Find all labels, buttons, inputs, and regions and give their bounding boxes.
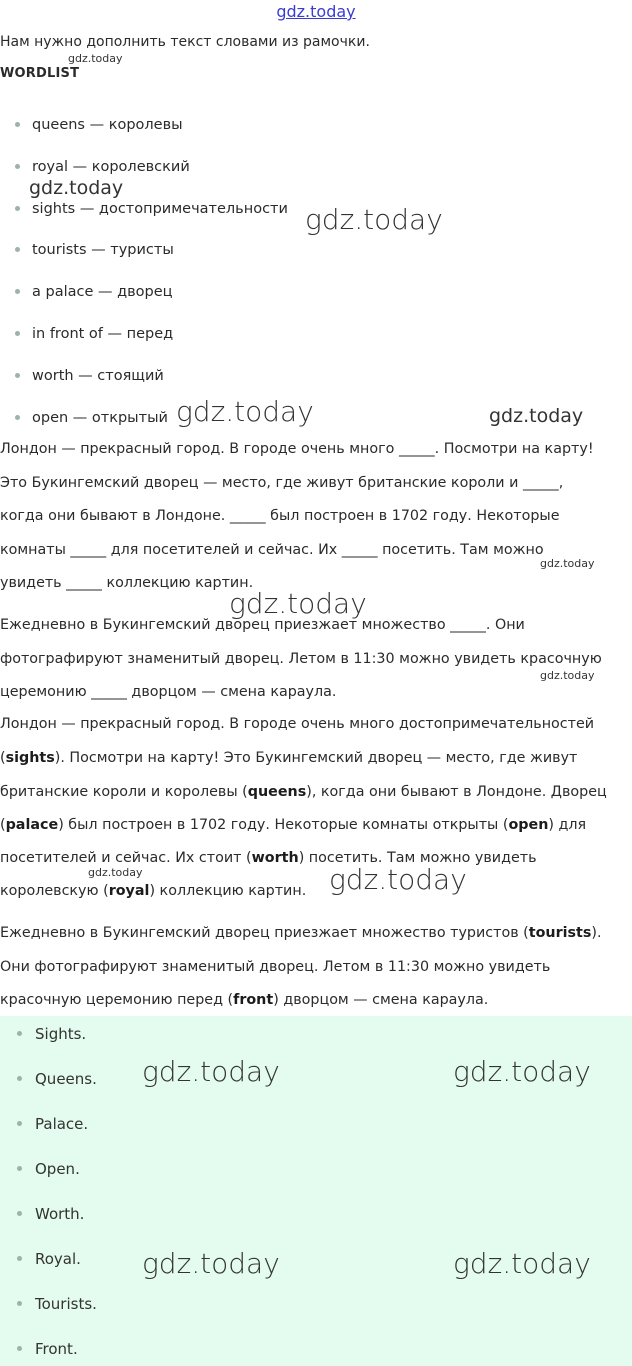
- bullet-icon: [17, 1211, 22, 1216]
- watermark: gdz.today: [29, 177, 124, 199]
- list-item-text: in front of — перед: [32, 326, 174, 342]
- text-line: Ежедневно в Букингемский дворец приезжает множество _____. Они: [0, 617, 525, 633]
- text-line: (sights). Посмотри на карту! Это Букингемский дворец — место, где живут: [0, 750, 578, 766]
- watermark: gdz.today: [540, 557, 595, 570]
- answer-item: [17, 1159, 80, 1179]
- watermark: gdz.today: [142, 1055, 280, 1088]
- bullet-icon: [15, 206, 20, 211]
- text-line: красочную церемонию перед (front) дворцом — смена караула.: [0, 992, 489, 1008]
- answer-text: Palace.: [35, 1115, 89, 1133]
- watermark: gdz.today: [305, 203, 443, 236]
- watermark: gdz.today: [453, 1055, 591, 1088]
- watermark: gdz.today: [142, 1247, 280, 1280]
- site-link[interactable]: gdz.today: [276, 2, 356, 21]
- list-item-text: queens — королевы: [32, 117, 183, 133]
- answer-item: [17, 1204, 84, 1224]
- answer-text: Royal.: [35, 1250, 81, 1268]
- text-line: (palace) был построен в 1702 году. Некоторые комнаты открыты (open) для: [0, 817, 587, 833]
- bullet-icon: [15, 164, 20, 169]
- bullet-icon: [17, 1166, 22, 1171]
- watermark: gdz.today: [489, 405, 584, 427]
- answer-word: worth: [251, 850, 299, 866]
- task-intro: Нам нужно дополнить текст словами из рамочки.: [0, 34, 370, 50]
- answer-word: tourists: [528, 925, 592, 941]
- list-item-text: worth — стоящий: [32, 368, 164, 384]
- watermark: gdz.today: [540, 669, 595, 682]
- answer-word: front: [233, 992, 274, 1008]
- answer-word: queens: [247, 784, 307, 800]
- list-item-text: sights — достопримечательности: [32, 201, 288, 217]
- list-item-text: open — открытый: [32, 410, 168, 426]
- bullet-icon: [15, 373, 20, 378]
- bullet-icon: [17, 1346, 22, 1351]
- text-line: комнаты _____ для посетителей и сейчас. Их _____ посетить. Там можно: [0, 542, 544, 558]
- answer-word: sights: [5, 750, 55, 766]
- list-item: [15, 240, 174, 260]
- list-item: [15, 115, 183, 135]
- list-item: [15, 366, 164, 386]
- watermark: gdz.today: [329, 863, 467, 896]
- text-line: церемонию _____ дворцом — смена караула.: [0, 684, 337, 700]
- text-line: Ежедневно в Букингемский дворец приезжает множество туристов (tourists).: [0, 925, 602, 941]
- list-item-text: a palace — дворец: [32, 284, 173, 300]
- bullet-icon: [17, 1121, 22, 1126]
- text-line: британские короли и королевы (queens), когда они бывают в Лондоне. Дворец: [0, 784, 607, 800]
- answer-item: [17, 1069, 97, 1089]
- bullet-icon: [17, 1256, 22, 1261]
- list-item-text: royal — королевский: [32, 159, 190, 175]
- bullet-icon: [15, 289, 20, 294]
- bullet-icon: [17, 1076, 22, 1081]
- wordlist-title: WORDLIST: [0, 66, 80, 81]
- answer-item: [17, 1339, 78, 1359]
- answer-word: palace: [5, 817, 59, 833]
- answer-item: [17, 1024, 86, 1044]
- answer-text: Front.: [35, 1340, 78, 1358]
- answer-text: Worth.: [35, 1205, 85, 1223]
- bullet-icon: [17, 1031, 22, 1036]
- answer-item: [17, 1294, 97, 1314]
- text-line: Это Букингемский дворец — место, где живут британские короли и _____,: [0, 475, 564, 491]
- text-line: фотографируют знаменитый дворец. Летом в 11:30 можно увидеть красочную: [0, 651, 602, 667]
- answer-text: Queens.: [35, 1070, 97, 1088]
- watermark: gdz.today: [176, 395, 314, 428]
- bullet-icon: [15, 247, 20, 252]
- list-item: [15, 199, 288, 219]
- text-line: посетителей и сейчас. Их стоит (worth) посетить. Там можно увидеть: [0, 850, 537, 866]
- list-item: [15, 157, 190, 177]
- bullet-icon: [15, 415, 20, 420]
- text-line: когда они бывают в Лондоне. _____ был построен в 1702 году. Некоторые: [0, 508, 560, 524]
- answer-text: Sights.: [35, 1025, 87, 1043]
- answer-text: Tourists.: [35, 1295, 97, 1313]
- bullet-icon: [15, 331, 20, 336]
- answer-text: Open.: [35, 1160, 80, 1178]
- list-item: [15, 408, 168, 428]
- list-item-text: tourists — туристы: [32, 242, 174, 258]
- watermark: gdz.today: [229, 587, 367, 620]
- watermark: gdz.today: [88, 866, 143, 879]
- watermark: gdz.today: [453, 1247, 591, 1280]
- watermark: gdz.today: [68, 52, 123, 65]
- text-line: Лондон — прекрасный город. В городе очень много достопримечательностей: [0, 716, 595, 732]
- list-item: [15, 282, 173, 302]
- text-line: Лондон — прекрасный город. В городе очень много _____. Посмотри на карту!: [0, 441, 594, 457]
- answer-word: open: [508, 817, 549, 833]
- answer-word: royal: [108, 883, 150, 899]
- answer-item: [17, 1114, 88, 1134]
- text-line: королевскую (royal) коллекцию картин.: [0, 883, 307, 899]
- bullet-icon: [17, 1301, 22, 1306]
- bullet-icon: [15, 122, 20, 127]
- text-line: увидеть _____ коллекцию картин.: [0, 575, 254, 591]
- answer-item: [17, 1249, 81, 1269]
- text-line: Они фотографируют знаменитый дворец. Летом в 11:30 можно увидеть: [0, 959, 551, 975]
- list-item: [15, 324, 173, 344]
